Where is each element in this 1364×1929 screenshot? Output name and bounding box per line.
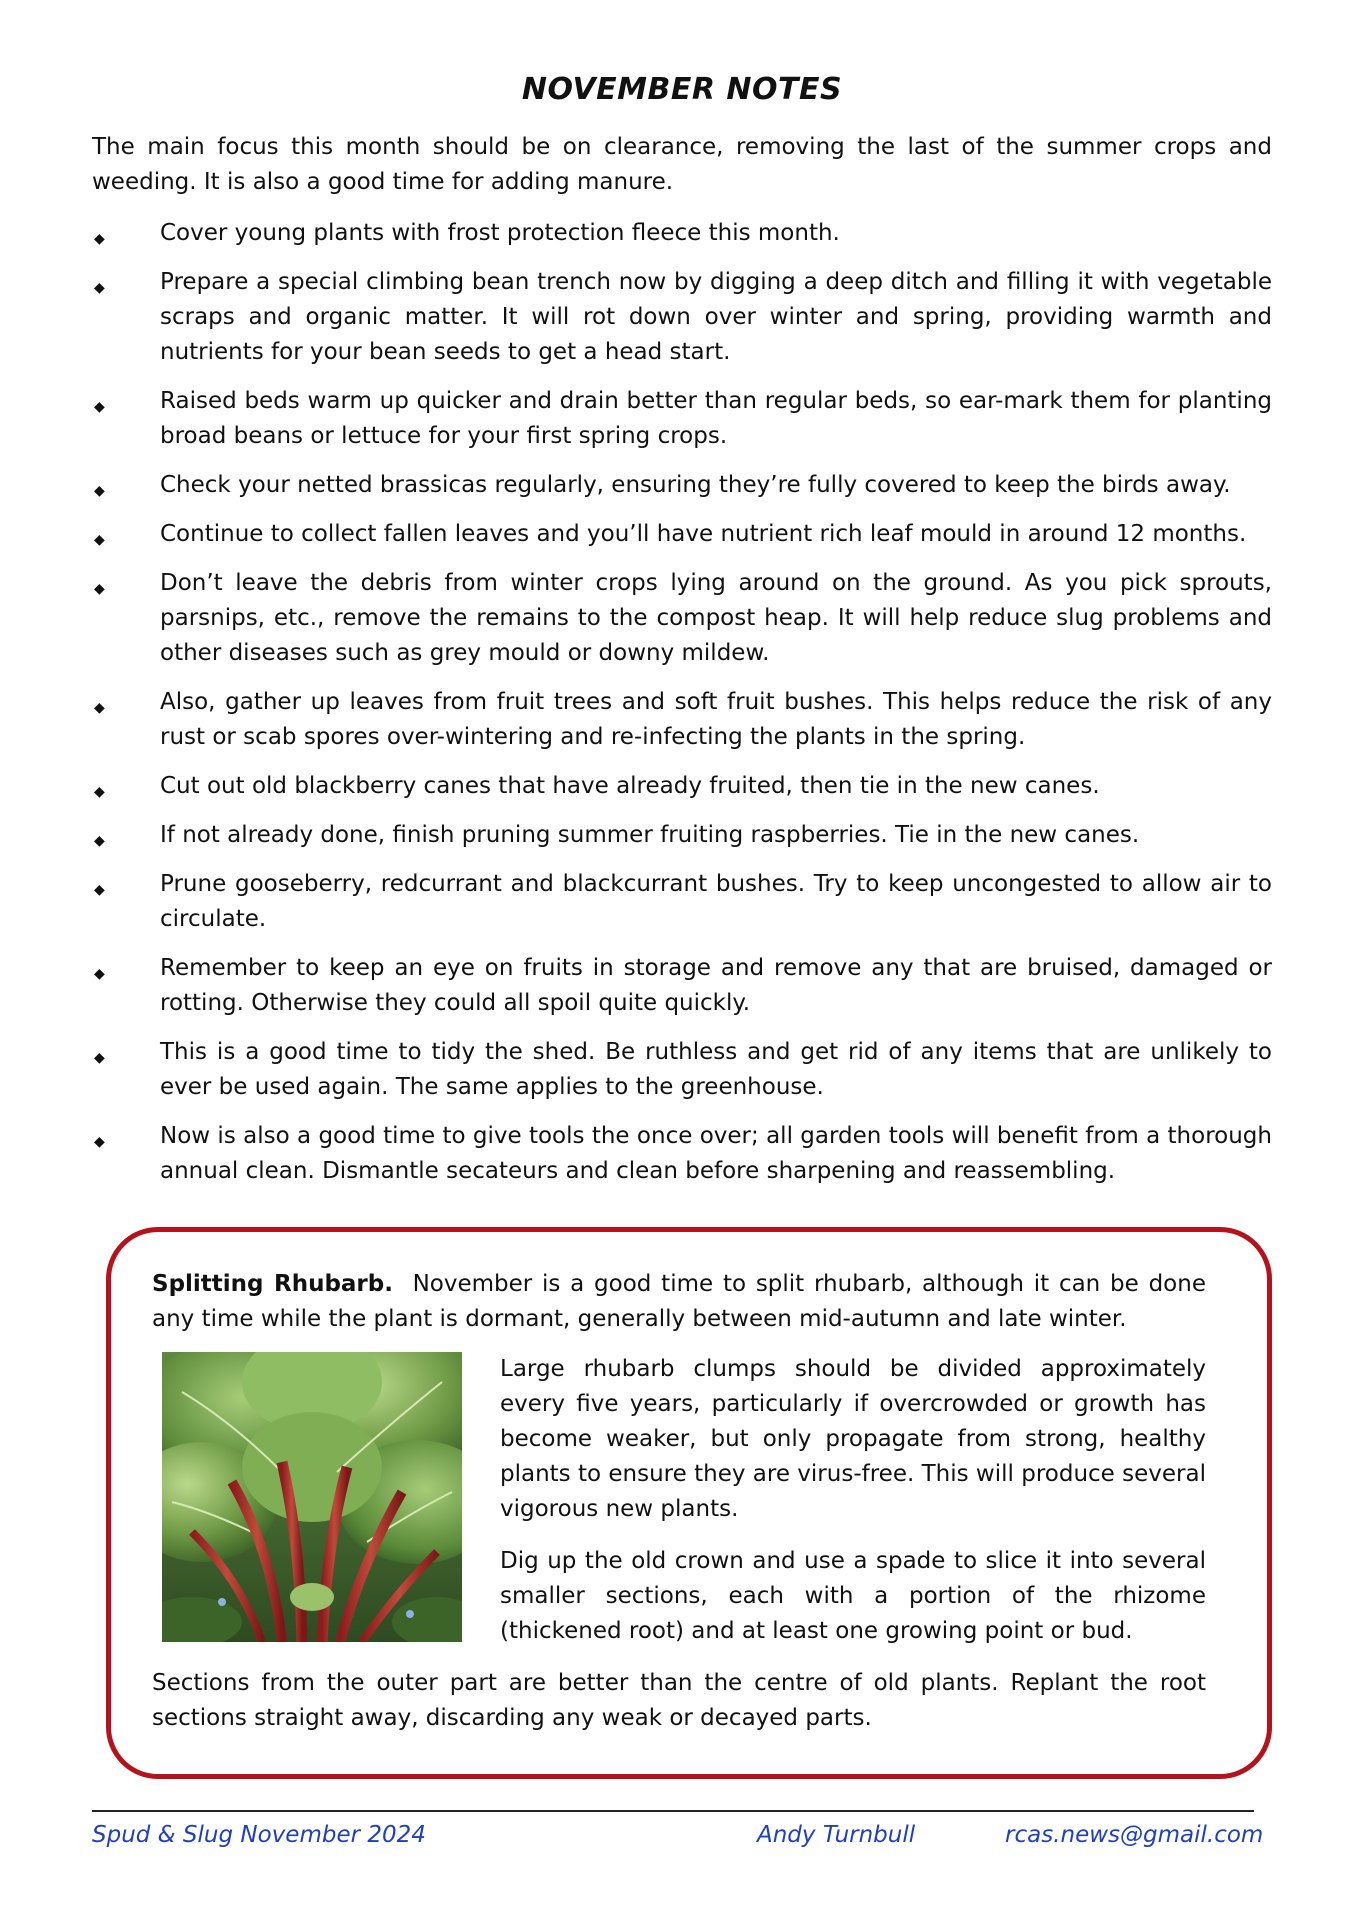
diamond-bullet-icon: ◆ [94, 231, 105, 247]
tip-item [92, 517, 1272, 552]
tip-item [92, 1119, 1272, 1189]
tip-item [92, 951, 1272, 1021]
tip-text: Check your netted brassicas regularly, ensuring they’re fully covered to keep the birds away. [160, 472, 1231, 498]
tip-item [92, 685, 1272, 755]
footer-email: rcas.news@gmail.com [1005, 1822, 1264, 1848]
diamond-bullet-icon: ◆ [94, 882, 105, 898]
diamond-bullet-icon: ◆ [94, 1050, 105, 1066]
tip-text: Prepare a special climbing bean trench now by digging a deep ditch and filling it with vegetable scraps and organic matter. It will rot down over winter and spring, providing warmth and nutrients for your bean seeds to get a head start. [160, 269, 1272, 365]
tip-text: Also, gather up leaves from fruit trees and soft fruit bushes. This helps reduce the risk of any rust or scab spores over-wintering and re-infecting the plants in the spring. [160, 689, 1272, 750]
page-title: NOVEMBER NOTES [521, 72, 843, 107]
diamond-bullet-icon: ◆ [94, 532, 105, 548]
tip-text: Prune gooseberry, redcurrant and blackcurrant bushes. Try to keep uncongested to allow air to circulate. [160, 871, 1272, 932]
rhubarb-intro-paragraph [152, 1267, 1214, 1337]
tip-item [92, 384, 1272, 454]
tip-text: Now is also a good time to give tools the once over; all garden tools will benefit from a thorough annual clean. Dismantle secateurs and clean before sharpening and reassembling. [160, 1123, 1272, 1184]
diamond-bullet-icon: ◆ [94, 483, 105, 499]
intro-paragraph: The main focus this month should be on clearance, removing the last of the summer crops and weeding. It is also a good time for adding manure. [92, 134, 1272, 195]
tip-text: This is a good time to tidy the shed. Be ruthless and get rid of any items that are unlikely to ever be used again. The same applies to the greenhouse. [160, 1039, 1272, 1100]
tip-item [92, 468, 1272, 503]
tip-text: Continue to collect fallen leaves and you’ll have nutrient rich leaf mould in around 12 months. [160, 521, 1247, 547]
tip-text: Cut out old blackberry canes that have already fruited, then tie in the new canes. [160, 773, 1100, 799]
diamond-bullet-icon: ◆ [94, 784, 105, 800]
rhubarb-paragraph-3: Sections from the outer part are better than the centre of old plants. Replant the root sections straight away, discarding any weak or decayed parts. [152, 1670, 1206, 1731]
diamond-bullet-icon: ◆ [94, 700, 105, 716]
tip-text: Remember to keep an eye on fruits in storage and remove any that are bruised, damaged or rotting. Otherwise they could all spoil quite quickly. [160, 955, 1272, 1016]
tip-item [92, 216, 1272, 251]
tip-item [92, 769, 1272, 804]
diamond-bullet-icon: ◆ [94, 833, 105, 849]
tip-item [92, 867, 1272, 937]
tip-text: Don’t leave the debris from winter crops lying around on the ground. As you pick sprouts, parsnips, etc., remove the remains to the compost heap. It will help reduce slug problems and other diseases such as grey mould or downy mildew. [160, 570, 1272, 666]
diamond-bullet-icon: ◆ [94, 966, 105, 982]
footer-divider [92, 1810, 1254, 1812]
tip-item [92, 1035, 1272, 1105]
rhubarb-heading: Splitting Rhubarb. [152, 1271, 393, 1297]
tip-text: Raised beds warm up quicker and drain better than regular beds, so ear-mark them for planting broad beans or lettuce for your first spring crops. [160, 388, 1272, 449]
rhubarb-photo [162, 1352, 462, 1642]
diamond-bullet-icon: ◆ [94, 581, 105, 597]
rhubarb-intro-text: November is a good time to split rhubarb, although it can be done any time while the plant is dormant, generally between mid-autumn and late winter. [152, 1271, 1214, 1332]
tip-text: Cover young plants with frost protection fleece this month. [160, 220, 840, 246]
diamond-bullet-icon: ◆ [94, 280, 105, 296]
tips-list [92, 216, 1272, 1203]
tip-item [92, 566, 1272, 671]
tip-item [92, 265, 1272, 370]
diamond-bullet-icon: ◆ [94, 1134, 105, 1150]
rhubarb-paragraph-1: Large rhubarb clumps should be divided approximately every five years, particularly if overcrowded or growth has become weaker, but only propagate from strong, healthy plants to ensure they are virus-free. This will produce several vigorous new plants. [500, 1356, 1206, 1522]
footer-publication: Spud & Slug November 2024 [92, 1822, 426, 1848]
tip-item [92, 818, 1272, 853]
diamond-bullet-icon: ◆ [94, 399, 105, 415]
footer-author: Andy Turnbull [757, 1822, 916, 1848]
tip-text: If not already done, finish pruning summer fruiting raspberries. Tie in the new canes. [160, 822, 1140, 848]
rhubarb-paragraph-2: Dig up the old crown and use a spade to slice it into several smaller sections, each with a portion of the rhizome (thickened root) and at least one growing point or bud. [500, 1548, 1206, 1644]
